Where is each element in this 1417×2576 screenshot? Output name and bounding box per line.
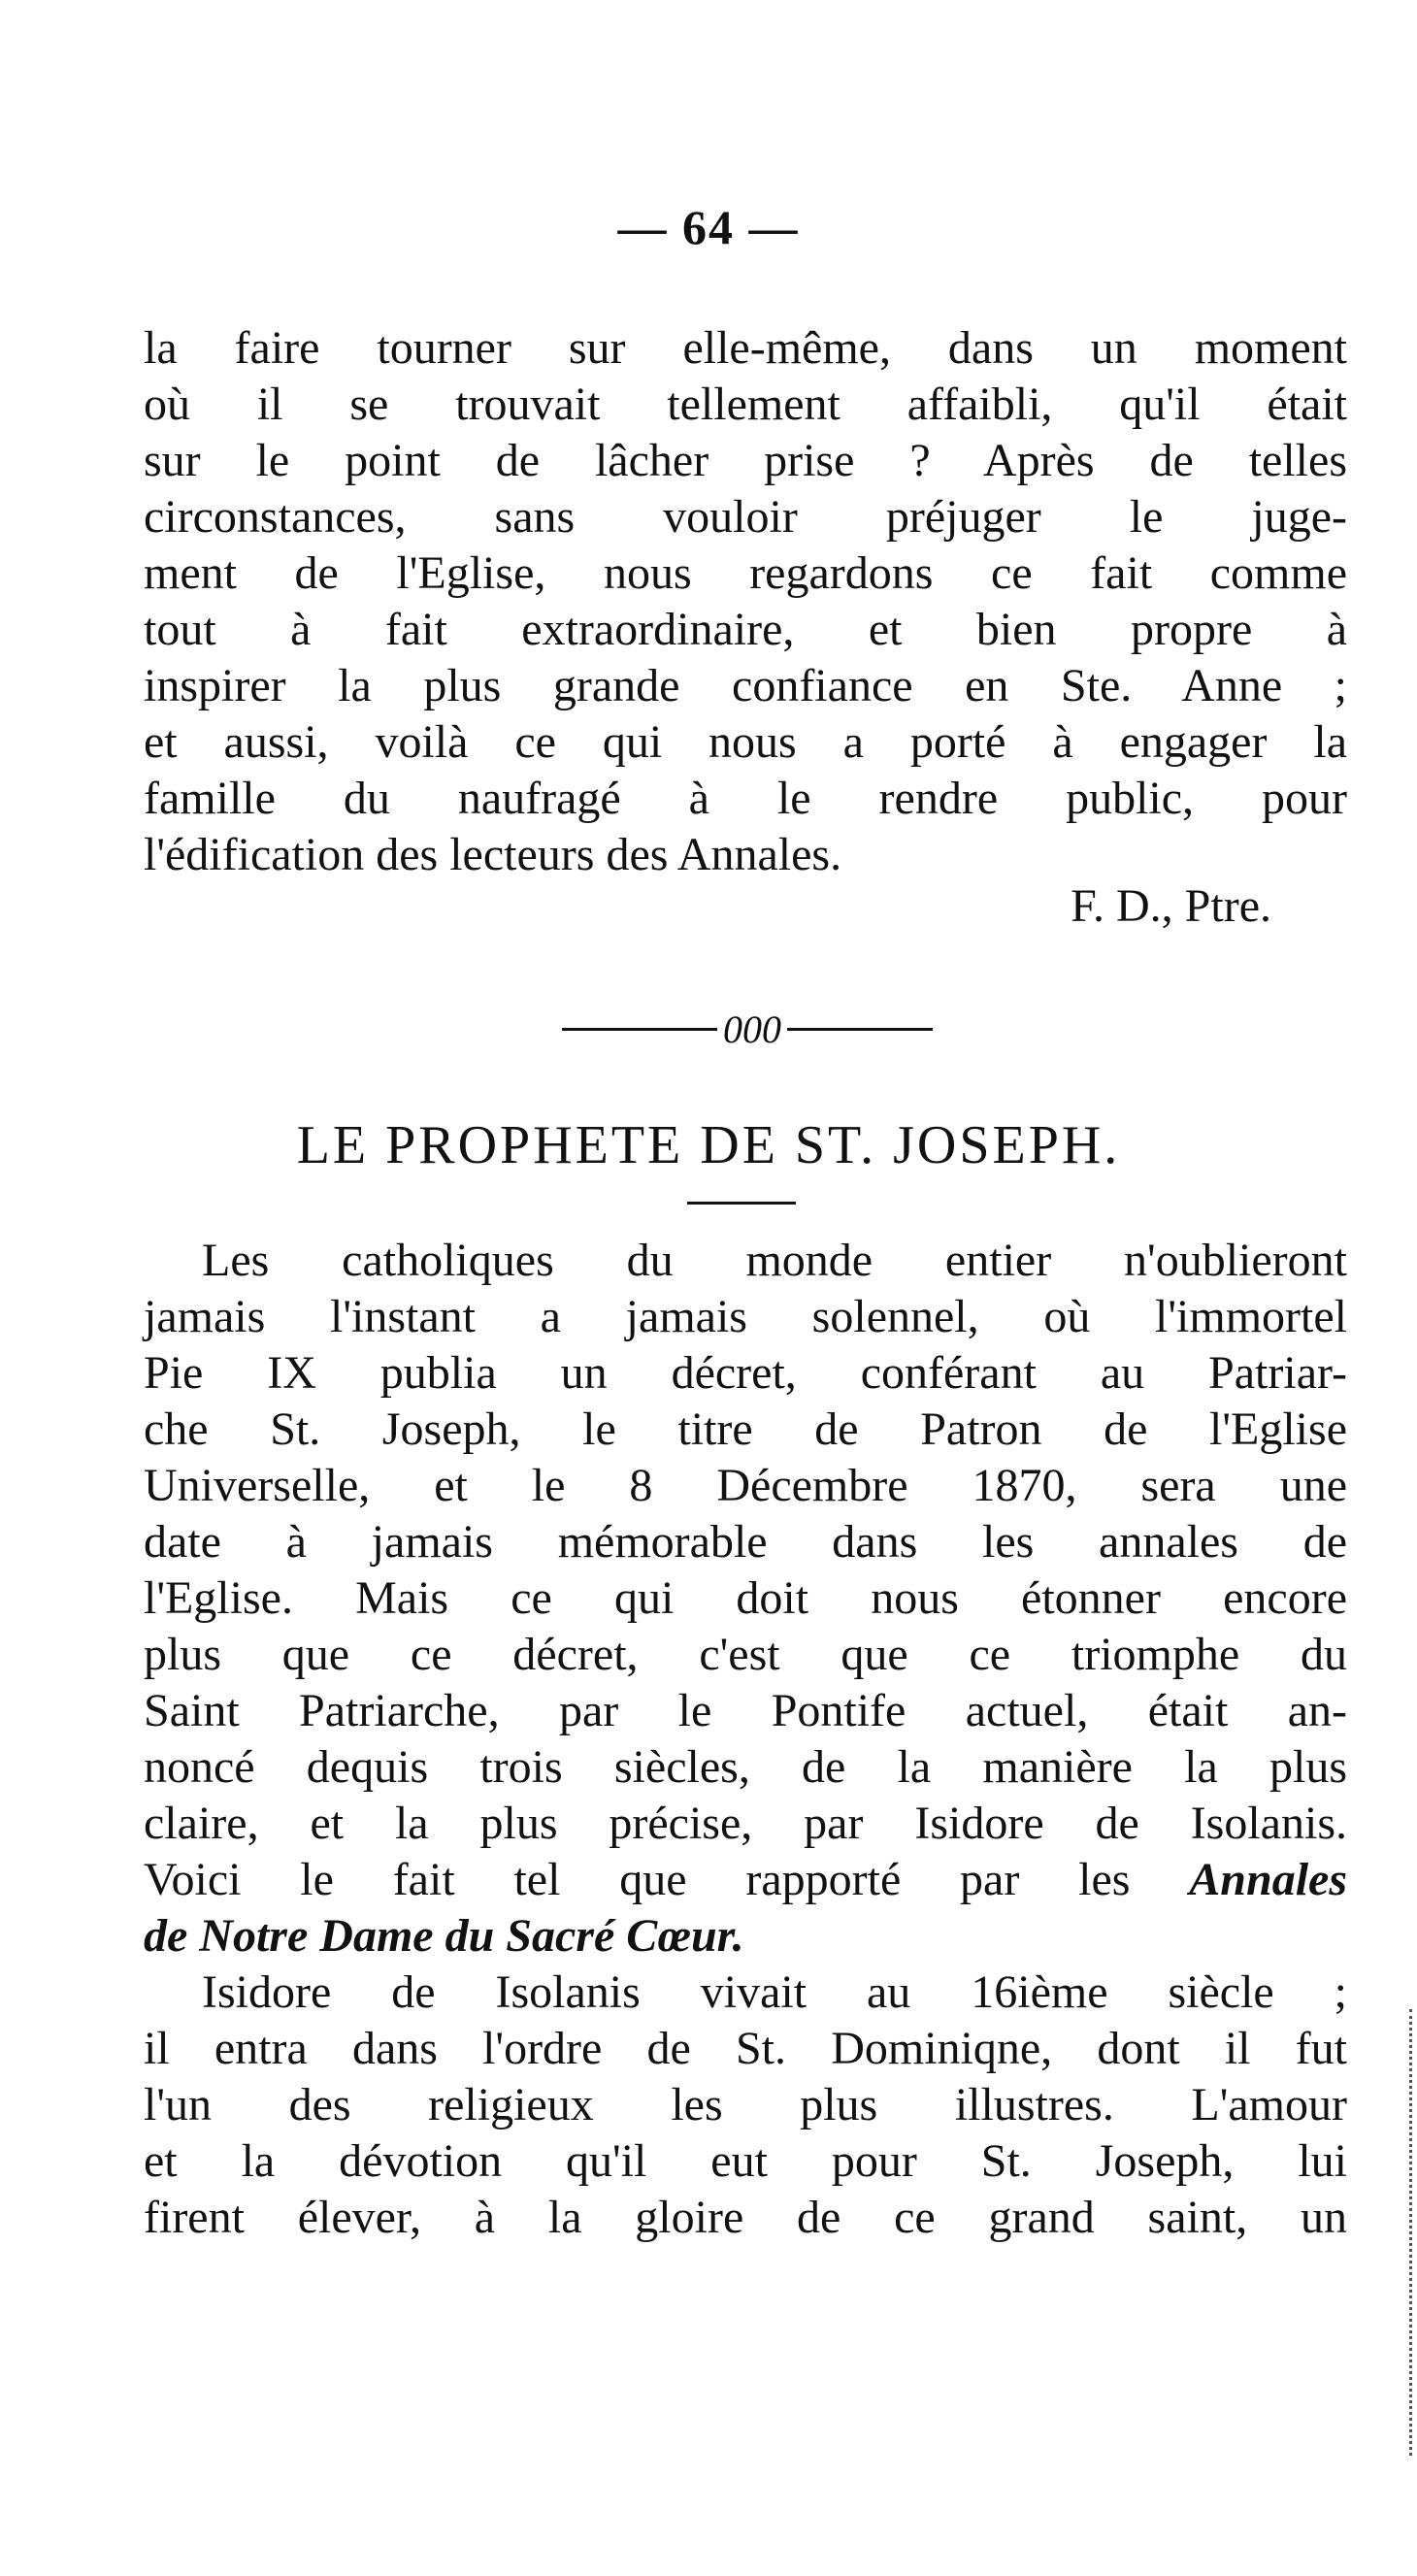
text-line: et la dévotion qu'il eut pour St. Joseph, lui [144,2135,1347,2187]
text-line: Isidore de Isolanis vivait au 16ième siècle ; [202,1966,1347,2018]
separator-ornament: 000 [723,1007,781,1051]
text-line: où il se trouvait tellement affaibli, qu'il était [144,379,1347,430]
italic-title-line: de Notre Dame du Sacré Cœur. [144,1910,744,1962]
separator-rule-left [562,1028,717,1031]
text-line: date à jamais mémorable dans les annales de [144,1516,1347,1568]
text-line: inspirer la plus grande confiance en Ste. Anne ; [144,660,1347,711]
text-line: Pie IX publia un décret, conférant au Patriar- [144,1347,1347,1399]
text-line: famille du naufragé à le rendre public, pour [144,773,1347,824]
italic-title: Annales [1189,1854,1348,1905]
text-line [144,1852,1347,1908]
text-line: l'un des religieux les plus illustres. L'amour [144,2079,1347,2130]
text-line: Saint Patriarche, par le Pontife actuel, était an- [144,1685,1347,1736]
author-signature: F. D., Ptre. [1071,880,1271,932]
text-line: l'édification des lecteurs des Annales. [144,829,842,880]
paragraph-continuation [144,320,1347,883]
text-line: claire, et la plus précise, par Isidore de Isolanis. [144,1798,1347,1849]
paragraph-isidore [144,1965,1347,2246]
text-line: l'Eglise. Mais ce qui doit nous étonner encore [144,1572,1347,1624]
text-line: et aussi, voilà ce qui nous a porté à engager la [144,716,1347,768]
text-fragment: Voici le fait tel que rapporté par les [144,1854,1131,1905]
page-number: — 64 — [617,200,800,254]
text-line: firent élever, à la gloire de ce grand saint, un [144,2192,1347,2243]
text-line: circonstances, sans vouloir préjuger le juge- [144,491,1347,543]
article-heading: LE PROPHETE DE ST. JOSEPH. [296,1115,1121,1175]
scan-margin-artifact [1409,2009,1415,2456]
separator-rule-right [787,1028,933,1031]
text-line: tout à fait extraordinaire, et bien propre à [144,604,1347,655]
text-line: la faire tourner sur elle-même, dans un moment [144,322,1347,374]
heading-underline [687,1202,796,1205]
text-line: plus que ce décret, c'est que ce triomphe du [144,1629,1347,1680]
text-line: che St. Joseph, le titre de Patron de l'Eglise [144,1404,1347,1455]
text-line: sur le point de lâcher prise ? Après de telles [144,435,1347,486]
text-line: noncé dequis trois siècles, de la manière la plus [144,1741,1347,1793]
text-line: jamais l'instant a jamais solennel, où l'immortel [144,1291,1347,1342]
text-line: il entra dans l'ordre de St. Dominiqne, dont il fut [144,2023,1347,2074]
section-separator [544,1000,951,1058]
text-line: Universelle, et le 8 Décembre 1870, sera une [144,1460,1347,1511]
text-line: Les catholiques du monde entier n'oublieront [202,1235,1347,1286]
text-line: ment de l'Eglise, nous regardons ce fait comme [144,547,1347,599]
paragraph-intro [144,1233,1347,1965]
